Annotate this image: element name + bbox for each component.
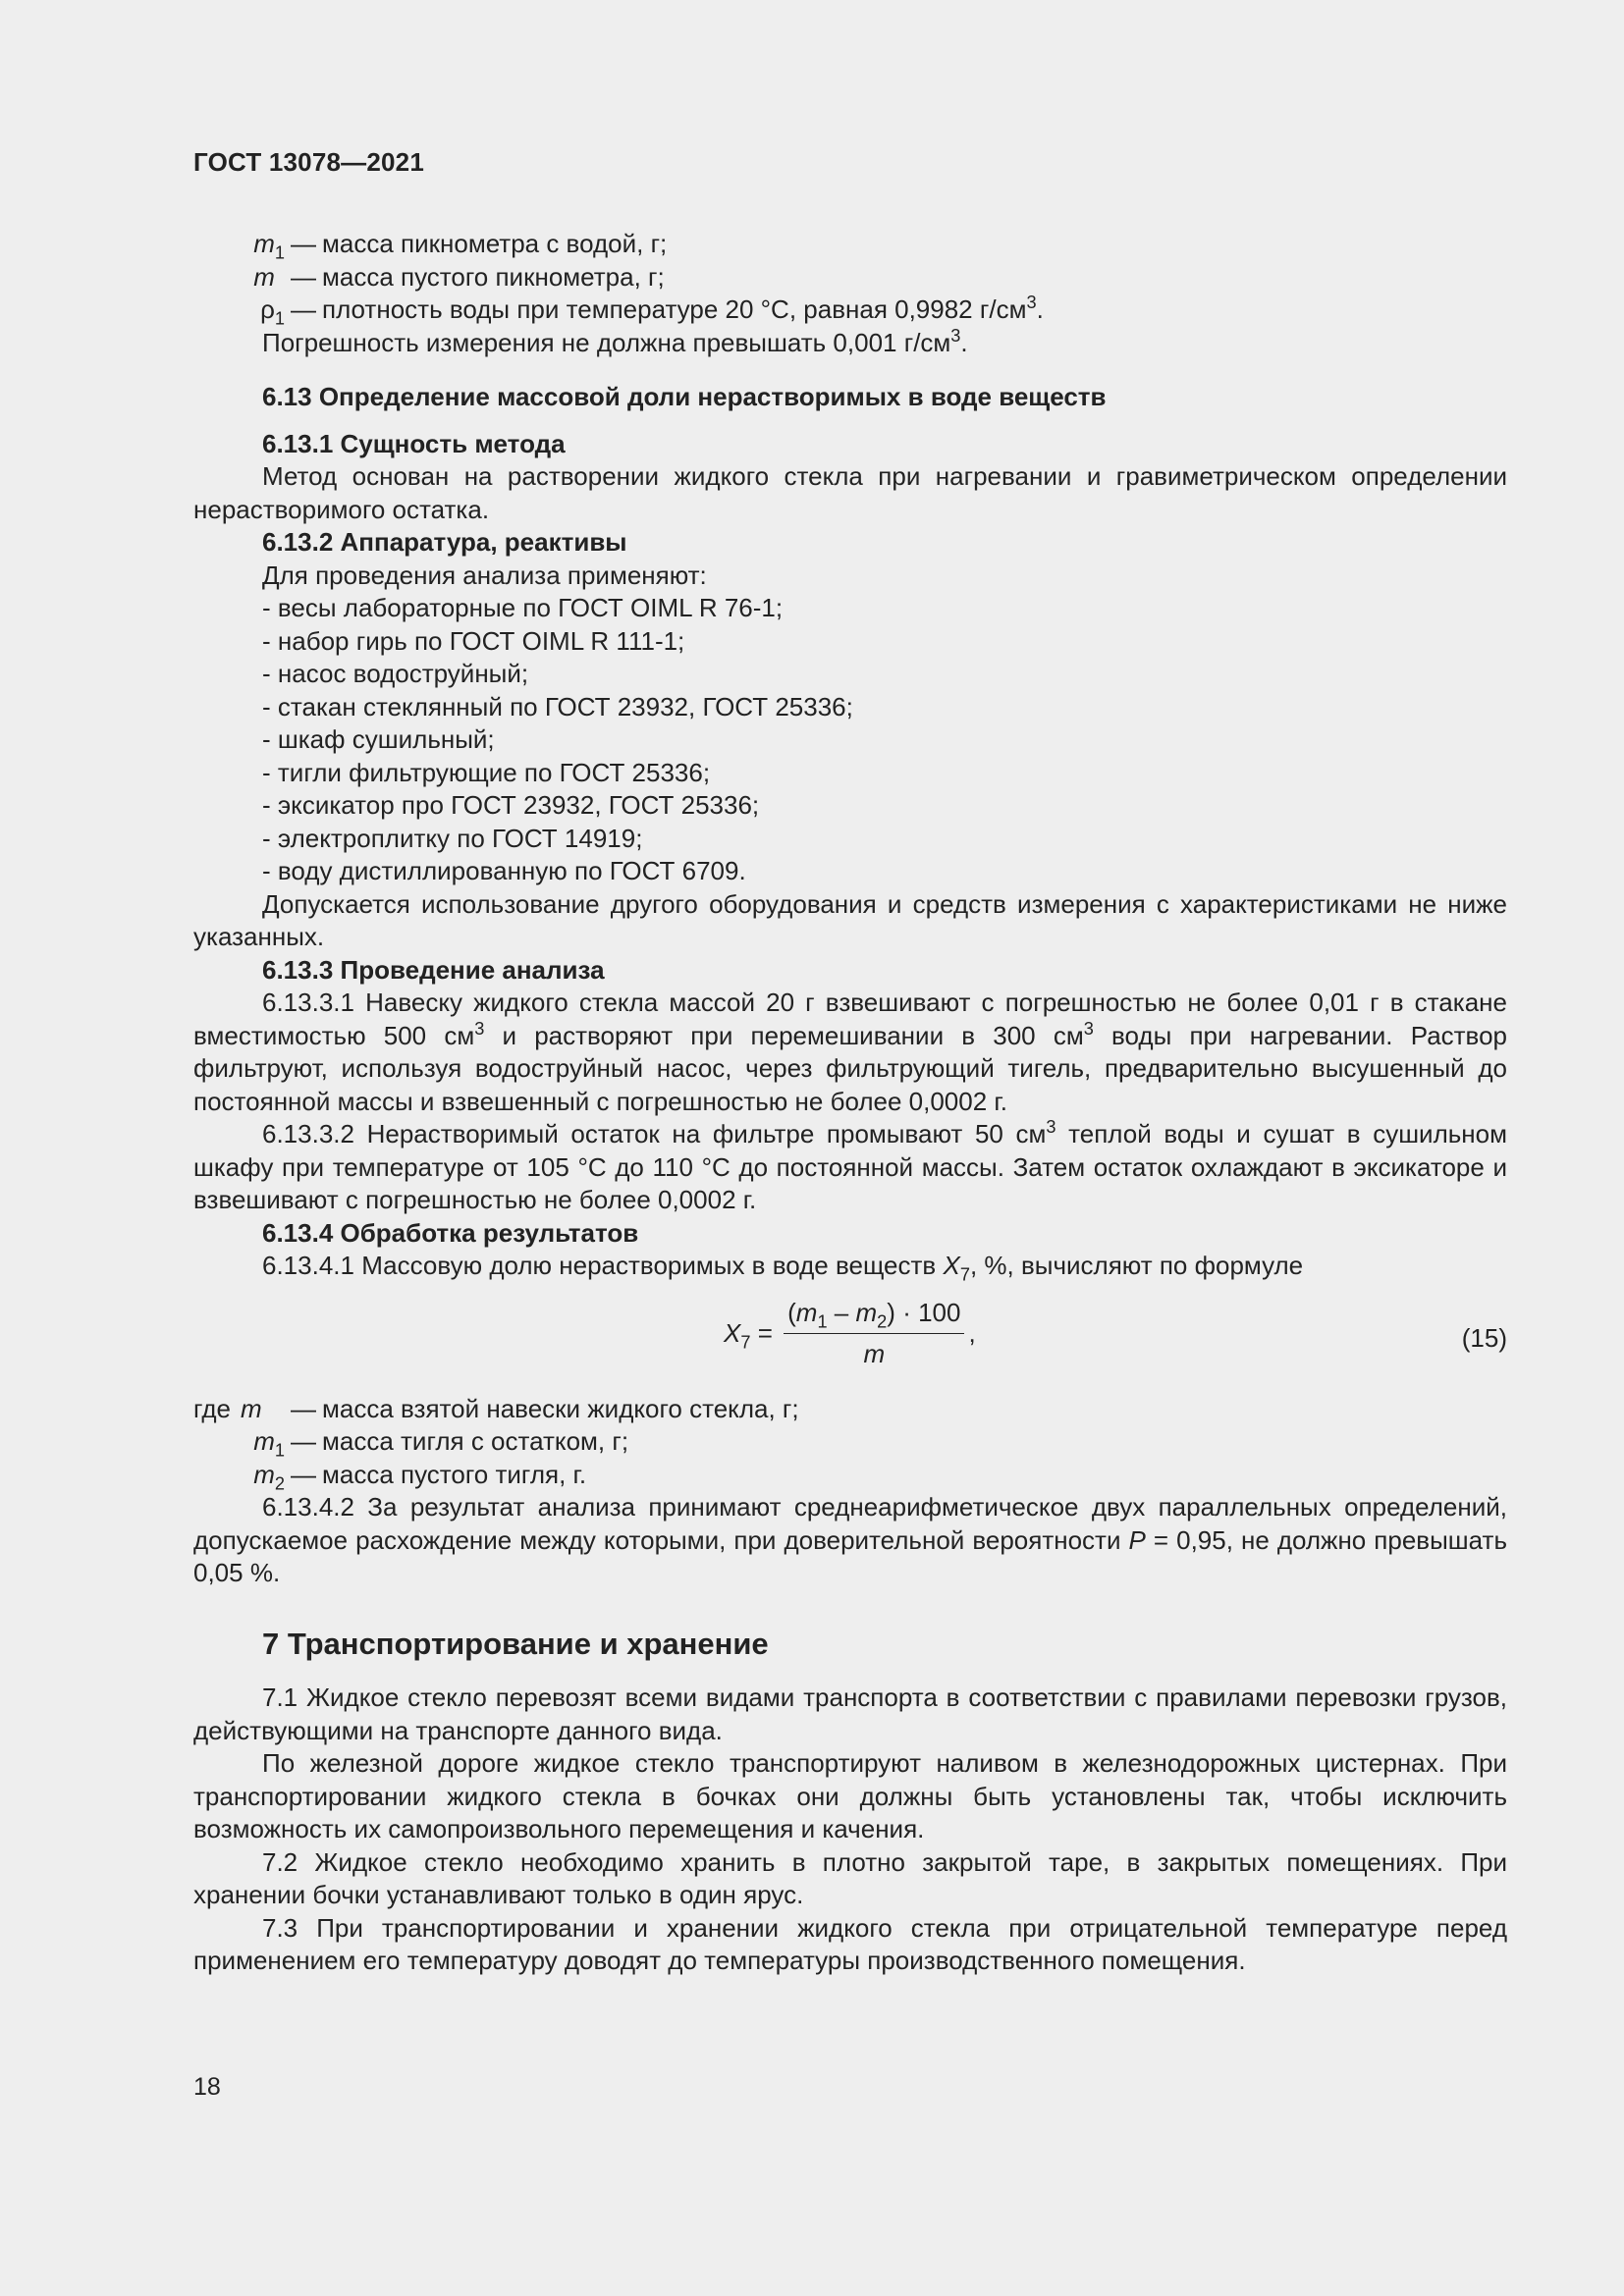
list-item: - стакан стеклянный по ГОСТ 23932, ГОСТ 25336; <box>262 691 853 721</box>
formula-numerator: $(m_1 - m_2) \cdot 100$ <box>784 1297 964 1335</box>
formula-15 <box>193 1293 1507 1387</box>
paragraph-7-3: 7.3 При транспортировании и хранении жидкого стекла при отрицательной температуре перед применением его температуру доводят до температуры производственного помещения. <box>193 1912 1507 1975</box>
formula-equals: = <box>750 1317 781 1348</box>
legend-dash: — <box>291 229 316 258</box>
section-6-13-1-text: Метод основан на растворении жидкого стекла при нагревании и гравиметрическом определении нерастворимого остатка. <box>193 461 1507 524</box>
formula-expression <box>724 1297 976 1371</box>
legend-row <box>193 294 1507 327</box>
section-6-13-4-title: 6.13.4 Обработка результатов <box>262 1217 639 1248</box>
legend-bottom <box>193 1393 1507 1492</box>
legend-dash: — <box>291 294 316 324</box>
legend-symbol: m <box>241 1393 262 1423</box>
legend-text: масса пустого тигля, г. <box>322 1459 587 1489</box>
formula-denominator: m <box>863 1339 886 1368</box>
page-number: 18 <box>193 2073 221 2101</box>
formula-trailing-comma: , <box>968 1317 976 1348</box>
legend-row <box>193 1425 1507 1459</box>
section-6-13-2-title: 6.13.2 Аппаратура, реактивы <box>262 527 627 557</box>
list-item: - эксикатор про ГОСТ 23932, ГОСТ 25336; <box>262 790 760 820</box>
list-item: - насос водоструйный; <box>262 659 529 688</box>
legend-top <box>193 228 1507 327</box>
paragraph-6-13-4-2: 6.13.4.2 За результат анализа принимают среднеарифметическое двух параллельных определений, допускаемое расхождение между которыми, при доверительной вероятности P = 0,95, не должно превышать 0,05 %. <box>193 1492 1507 1587</box>
list-item: - тигли фильтрующие по ГОСТ 25336; <box>262 757 711 787</box>
paragraph-6-13-4-1: 6.13.4.1 Массовую долю нерастворимых в воде веществ $X_7$, %, вычисляют по формуле <box>262 1251 1304 1285</box>
paragraph-6-13-3-1: 6.13.3.1 Навеску жидкого стекла массой 20 г взвешивают с погрешностью не более 0,01 г в стакане вместимостью 500 $см^3$ и растворяют при перемешивании в 300 $см^3$ воды при нагревании. Раствор фильтруют, используя водоструйный насос, через фильтрующий тигель, предварительно высушенный до постоянной массы и взвешенный с погрешностью не более 0,0002 г. <box>193 988 1507 1116</box>
legend-symbol: m <box>253 261 275 292</box>
list-item: - электроплитку по ГОСТ 14919; <box>262 823 643 853</box>
equation-number: (15) <box>1461 1322 1507 1353</box>
apparatus-list <box>193 592 1507 888</box>
error-note: Погрешность измерения не должна превышать 0,001 $г/см^3$. <box>262 325 968 357</box>
legend-text: плотность воды при температуре 20 °С, равная 0,9982 $г/см^3$. <box>322 293 1044 324</box>
apparatus-note: Допускается использование другого оборудования и средств измерения с характеристиками не ниже указанных. <box>193 888 1507 951</box>
legend-symbol: $\rho_1$ <box>260 294 285 329</box>
document-id: ГОСТ 13078—2021 <box>193 147 424 177</box>
where-prefix: где <box>193 1393 231 1423</box>
apparatus-intro: Для проведения анализа применяют: <box>262 560 707 590</box>
paragraph-6-13-3-2: 6.13.3.2 Нерастворимый остаток на фильтре промывают 50 $см^3$ теплой воды и сушат в сушильном шкафу при температуре от 105 °С до 110 °С до постоянной массы. Затем остаток охлаждают в эксикаторе и взвешивают с погрешностью не более 0,0002 г. <box>193 1117 1507 1214</box>
list-item: - набор гирь по ГОСТ OIML R 111-1; <box>262 625 685 656</box>
legend-text: масса тигля с остатком, г; <box>322 1426 629 1456</box>
legend-dash: — <box>291 1426 316 1456</box>
paragraph-7-2: 7.2 Жидкое стекло необходимо хранить в плотно закрытой таре, в закрытых помещениях. При хранении бочки устанавливают только в один ярус. <box>193 1846 1507 1909</box>
list-item: - шкаф сушильный; <box>262 724 495 754</box>
legend-symbol: $m_2$ <box>253 1459 285 1493</box>
paragraph-7-1: 7.1 Жидкое стекло перевозят всеми видами транспорта в соответствии с правилами перевозки грузов, действующими на транспорте данного вида. <box>193 1682 1507 1745</box>
legend-dash: — <box>291 1459 316 1489</box>
paragraph-7-1-rail: По железной дороге жидкое стекло транспортируют наливом в железнодорожных цистернах. При транспортировании жидкого стекла в бочках они должны быть установлены так, чтобы исключить возможность их самопроизвольного перемещения и качения. <box>193 1748 1507 1843</box>
legend-row <box>193 1393 1507 1426</box>
legend-dash: — <box>291 261 316 292</box>
formula-lhs: $X_7$ <box>724 1317 751 1353</box>
page-body <box>193 228 1507 1978</box>
list-item: - весы лабораторные по ГОСТ OIML R 76-1; <box>262 593 784 622</box>
formula-fraction <box>784 1297 964 1371</box>
section-7-title: 7 Транспортирование и хранение <box>262 1626 769 1661</box>
section-6-13-1-title: 6.13.1 Сущность метода <box>262 428 566 458</box>
legend-row <box>193 228 1507 261</box>
legend-dash: — <box>291 1393 316 1423</box>
legend-text: масса пустого пикнометра, г; <box>322 261 665 292</box>
legend-row <box>193 261 1507 294</box>
legend-symbol: $m_1$ <box>253 229 285 263</box>
section-6-13-title: 6.13 Определение массовой доли нерастворимых в воде веществ <box>262 382 1107 411</box>
legend-row <box>193 1459 1507 1492</box>
list-item: - воду дистиллированную по ГОСТ 6709. <box>262 856 746 885</box>
legend-symbol: $m_1$ <box>253 1426 285 1461</box>
section-6-13-3-title: 6.13.3 Проведение анализа <box>262 954 605 985</box>
legend-text: масса пикнометра с водой, г; <box>322 229 668 258</box>
legend-text: масса взятой навески жидкого стекла, г; <box>322 1393 799 1423</box>
